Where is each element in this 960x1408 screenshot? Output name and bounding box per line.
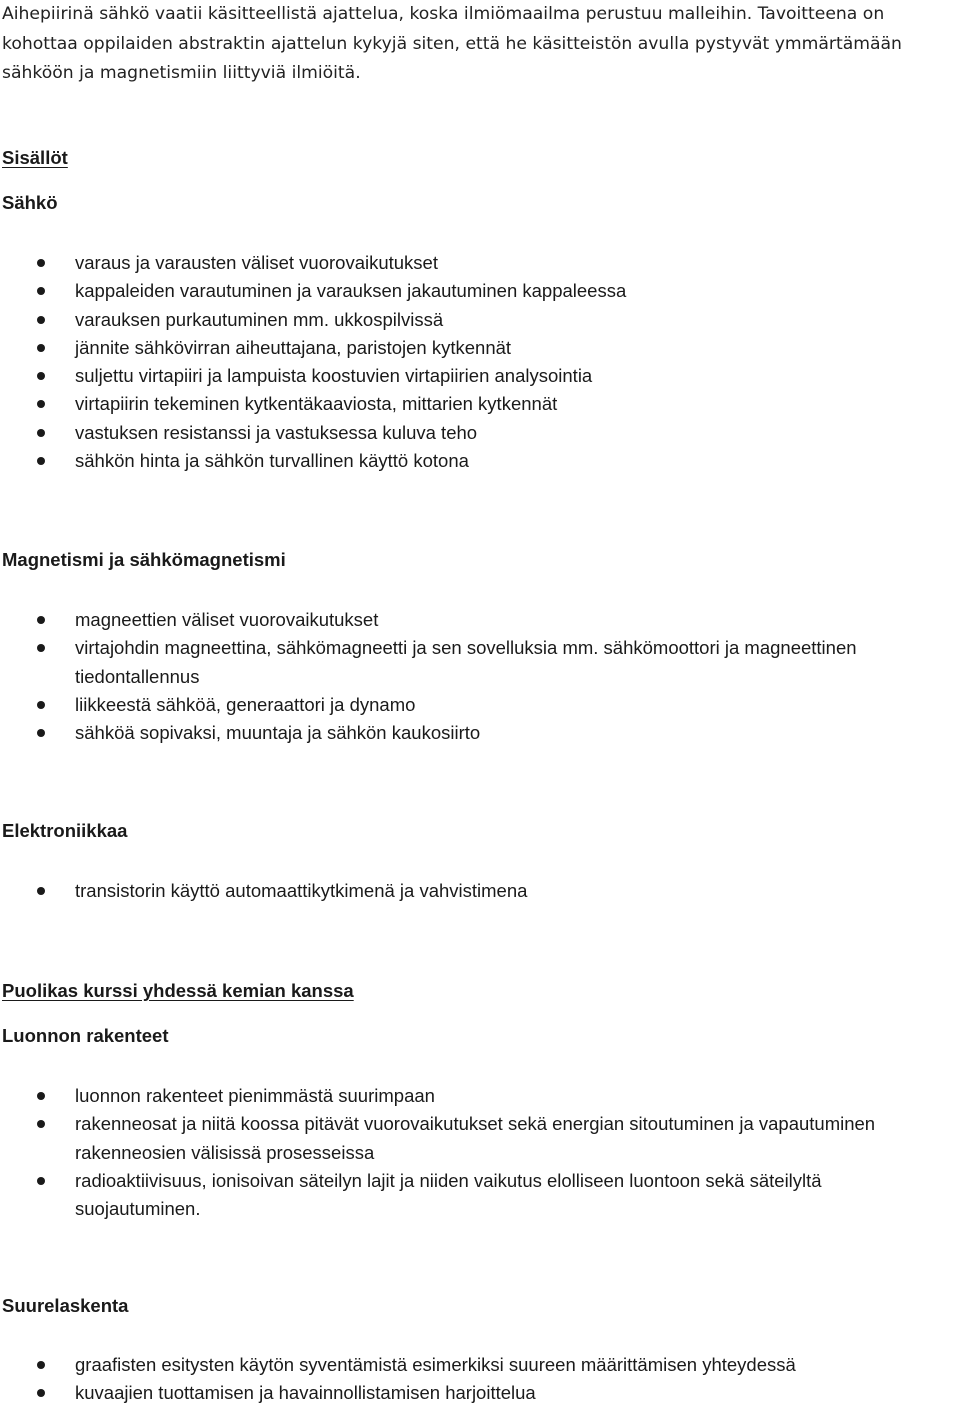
- bullet-icon: [37, 887, 45, 895]
- intro-line: sähköön ja magnetismiin liittyviä ilmiöitä.: [2, 63, 361, 83]
- list-item: liikkeestä sähköä, generaattori ja dynamo: [0, 691, 960, 719]
- list-item: rakenneosat ja niitä koossa pitävät vuorovaikutukset sekä energian sitoutuminen ja vapautuminen rakenneosien välisissä prosesseissa: [0, 1110, 960, 1167]
- list-item: virtajohdin magneettina, sähkömagneetti ja sen sovelluksia mm. sähkömoottori ja magneettinen tiedontallennus: [0, 634, 960, 691]
- list-item: luonnon rakenteet pienimmästä suurimpaan: [0, 1082, 960, 1110]
- bullet-icon: [37, 372, 45, 380]
- list-suurelaskenta: [0, 1351, 960, 1408]
- intro-line: Aihepiirinä sähkö vaatii käsitteellistä ajattelua, koska ilmiömaailma perustuu malleihin. Tavoitteena on: [2, 4, 885, 24]
- bullet-icon: [37, 400, 45, 408]
- list-item: suljettu virtapiiri ja lampuista koostuvien virtapiirien analysointia: [0, 362, 960, 390]
- bullet-icon: [37, 344, 45, 352]
- heading-magnetismi: Magnetismi ja sähkömagnetismi: [2, 549, 286, 570]
- list-item: kuvaajien tuottamisen ja havainnollistamisen harjoittelua: [0, 1379, 960, 1407]
- heading-sisallot: Sisällöt: [2, 147, 68, 168]
- bullet-icon: [37, 701, 45, 709]
- bullet-icon: [37, 1120, 45, 1128]
- intro-paragraph: [2, 0, 958, 89]
- heading-puolikas-kurssi: Puolikas kurssi yhdessä kemian kanssa: [2, 980, 354, 1001]
- list-elektroniikka: [0, 877, 960, 905]
- list-item: transistorin käyttö automaattikytkimenä ja vahvistimena: [0, 877, 960, 905]
- bullet-icon: [37, 316, 45, 324]
- bullet-icon: [37, 1092, 45, 1100]
- list-item: magneettien väliset vuorovaikutukset: [0, 606, 960, 634]
- bullet-icon: [37, 644, 45, 652]
- list-item: sähköä sopivaksi, muuntaja ja sähkön kaukosiirto: [0, 719, 960, 747]
- heading-luonnon-rakenteet: Luonnon rakenteet: [2, 1025, 169, 1046]
- bullet-icon: [37, 1177, 45, 1185]
- bullet-icon: [37, 457, 45, 465]
- list-item: radioaktiivisuus, ionisoivan säteilyn lajit ja niiden vaikutus elolliseen luontoon sekä säteilyltä suojautuminen.: [0, 1167, 960, 1224]
- list-item: virtapiirin tekeminen kytkentäkaaviosta, mittarien kytkennät: [0, 390, 960, 418]
- list-sahko: [0, 249, 960, 475]
- list-magnetismi: [0, 606, 960, 747]
- bullet-icon: [37, 1361, 45, 1369]
- heading-sahko: Sähkö: [2, 192, 58, 213]
- bullet-icon: [37, 429, 45, 437]
- list-item: jännite sähkövirran aiheuttajana, paristojen kytkennät: [0, 334, 960, 362]
- list-item: varaus ja varausten väliset vuorovaikutukset: [0, 249, 960, 277]
- list-item: kappaleiden varautuminen ja varauksen jakautuminen kappaleessa: [0, 277, 960, 305]
- intro-line: kohottaa oppilaiden abstraktin ajattelun kykyjä siten, että he käsitteistön avulla pystyvät ymmärtämään: [2, 33, 902, 54]
- list-item: varauksen purkautuminen mm. ukkospilvissä: [0, 306, 960, 334]
- bullet-icon: [37, 616, 45, 624]
- bullet-icon: [37, 287, 45, 295]
- list-item: sähkön hinta ja sähkön turvallinen käyttö kotona: [0, 447, 960, 475]
- bullet-icon: [37, 259, 45, 267]
- bullet-icon: [37, 729, 45, 737]
- heading-suurelaskenta: Suurelaskenta: [2, 1295, 129, 1316]
- heading-elektroniikka: Elektroniikkaa: [2, 820, 128, 841]
- bullet-icon: [37, 1389, 45, 1397]
- list-luonnon-rakenteet: [0, 1082, 960, 1223]
- list-item: graafisten esitysten käytön syventämistä esimerkiksi suureen määrittämisen yhteydessä: [0, 1351, 960, 1379]
- list-item: vastuksen resistanssi ja vastuksessa kuluva teho: [0, 419, 960, 447]
